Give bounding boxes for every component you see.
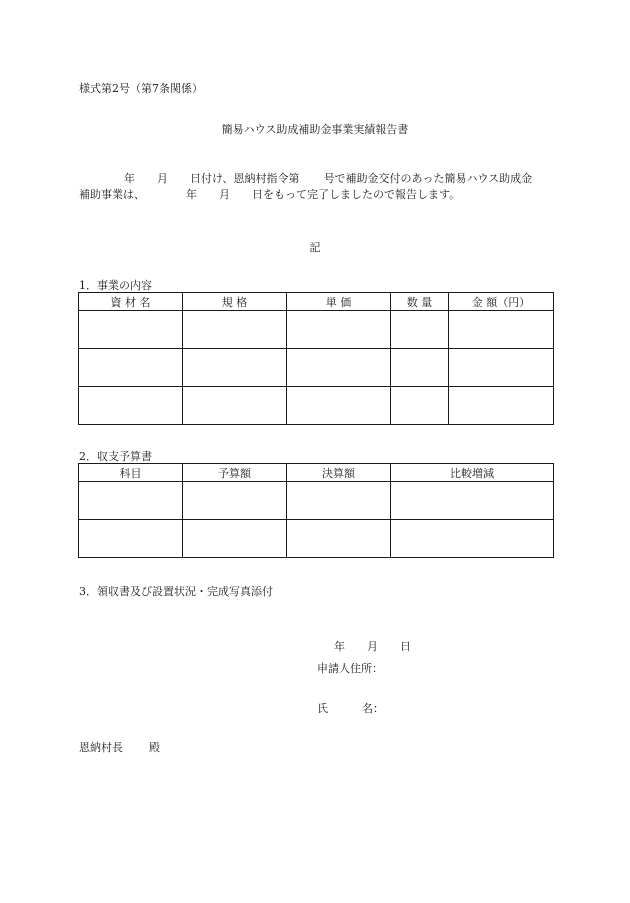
table-cell[interactable]: [287, 311, 391, 349]
table-cell[interactable]: [449, 349, 554, 387]
document-title: 簡易ハウス助成補助金事業実績報告書: [221, 123, 409, 136]
table-cell[interactable]: [183, 349, 287, 387]
ki-marker: 記: [309, 241, 321, 254]
table-cell[interactable]: [391, 482, 554, 520]
project-content-table: [78, 292, 554, 425]
table-cell[interactable]: [183, 520, 287, 558]
table-cell[interactable]: [183, 387, 287, 425]
table-row: [79, 482, 554, 520]
body-line-1: [79, 170, 532, 186]
applicant-address-label: 申請人住所：: [317, 662, 383, 675]
table-row: [79, 520, 554, 558]
name-label-second: 名：: [362, 702, 384, 715]
col-header: 科目: [79, 464, 183, 482]
table-cell[interactable]: [183, 482, 287, 520]
table-header-row: [79, 464, 554, 482]
body-text-4: 日をもって完了しましたので報告します。: [252, 188, 461, 201]
table-cell[interactable]: [287, 387, 391, 425]
col-header: 数 量: [391, 293, 449, 311]
table-cell[interactable]: [391, 349, 449, 387]
table-cell[interactable]: [79, 349, 183, 387]
col-header: 単 価: [287, 293, 391, 311]
body-year-2: 年: [186, 188, 197, 201]
col-header: 予算額: [183, 464, 287, 482]
addressee-title: 恩納村長: [79, 741, 123, 754]
table-cell[interactable]: [449, 311, 554, 349]
table-cell[interactable]: [287, 349, 391, 387]
body-text-3: 補助事業は、: [79, 188, 145, 201]
table-cell[interactable]: [391, 520, 554, 558]
table-cell[interactable]: [183, 311, 287, 349]
body-month-2: 月: [219, 188, 230, 201]
addressee-honorific: 殿: [149, 741, 160, 754]
section-3-heading: 3．領収書及び設置状況・完成写真添付: [79, 585, 273, 598]
signature-month: 月: [367, 640, 378, 653]
table-cell[interactable]: [79, 311, 183, 349]
name-label-first: 氏: [317, 702, 328, 715]
col-header: 比較増減: [391, 464, 554, 482]
table-cell[interactable]: [79, 387, 183, 425]
col-header: 決算額: [287, 464, 391, 482]
applicant-name-label: [317, 700, 384, 716]
section-1-heading: 1．事業の内容: [79, 279, 152, 292]
table-cell[interactable]: [287, 482, 391, 520]
table-row: [79, 311, 554, 349]
body-text-1: 日付け、恩納村指令第: [190, 172, 300, 185]
addressee: [79, 739, 160, 755]
signature-year: 年: [334, 640, 345, 653]
table-cell[interactable]: [79, 482, 183, 520]
budget-table: [78, 463, 554, 558]
signature-day: 日: [400, 640, 411, 653]
table-header-row: [79, 293, 554, 311]
section-2-heading: 2．収支予算書: [79, 450, 152, 463]
col-header: 規 格: [183, 293, 287, 311]
form-id: 様式第2号（第7条関係）: [79, 82, 203, 95]
body-text-2: 号で補助金交付のあった簡易ハウス助成金: [323, 172, 533, 185]
table-row: [79, 387, 554, 425]
table-row: [79, 349, 554, 387]
body-month-1: 月: [157, 172, 168, 185]
body-line-2: [79, 186, 460, 202]
table-cell[interactable]: [287, 520, 391, 558]
signature-date: [334, 638, 411, 654]
table-cell[interactable]: [391, 387, 449, 425]
col-header: 金 額（円）: [449, 293, 554, 311]
table-cell[interactable]: [79, 520, 183, 558]
table-cell[interactable]: [449, 387, 554, 425]
col-header: 資 材 名: [79, 293, 183, 311]
table-cell[interactable]: [391, 311, 449, 349]
body-year-1: 年: [124, 172, 135, 185]
